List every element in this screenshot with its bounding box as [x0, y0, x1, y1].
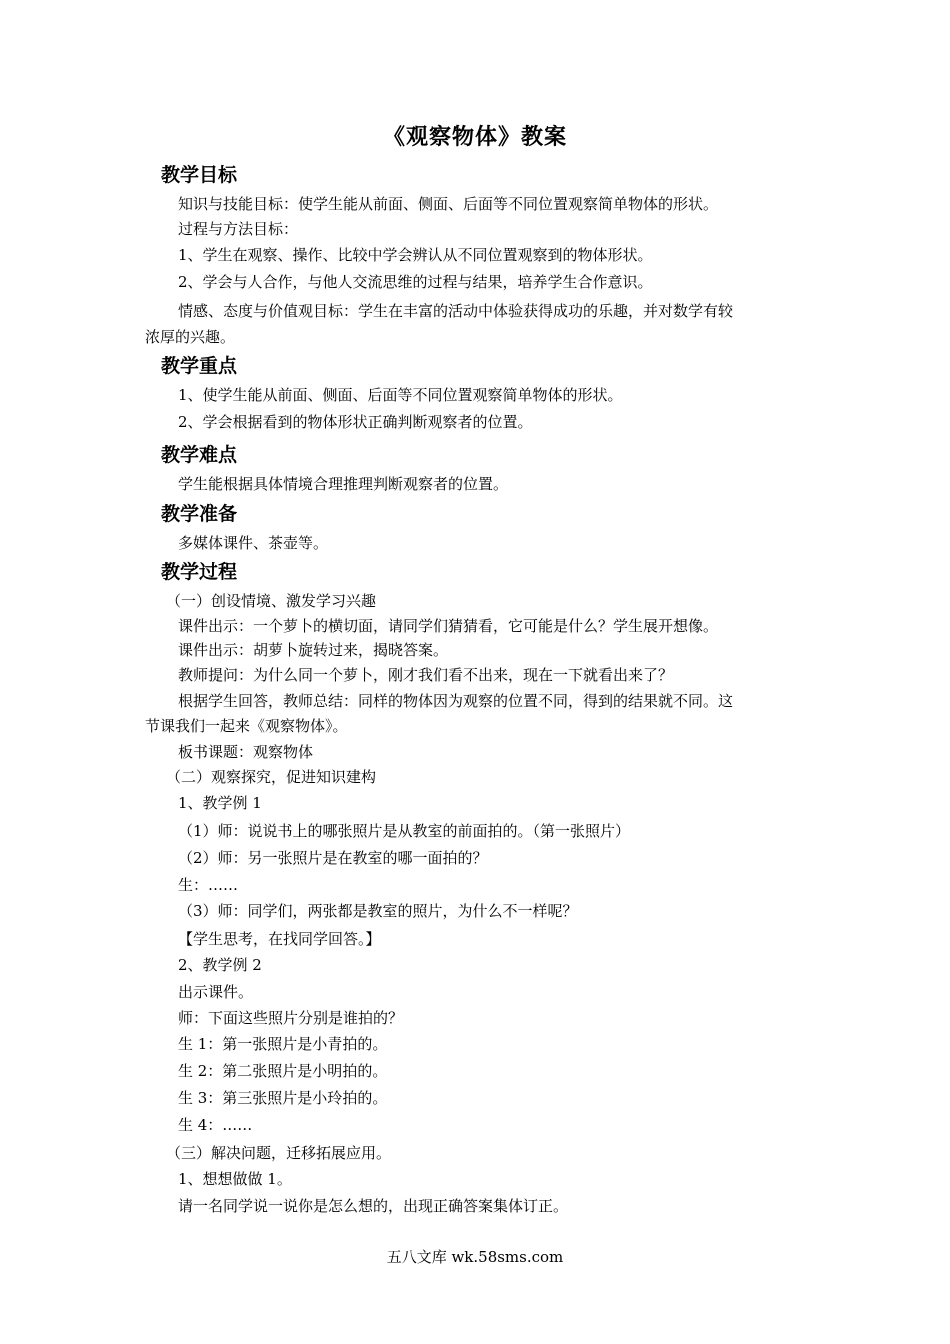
paragraph-line: 师：下面这些照片分别是谁拍的？: [178, 1009, 404, 1027]
paragraph-line: 1、想想做做 1。: [178, 1170, 292, 1188]
paragraph-line: （3）师：同学们，两张都是教室的照片，为什么不一样呢？: [178, 902, 578, 920]
paragraph-line: 过程与方法目标：: [178, 220, 299, 238]
paragraph-line: 1、使学生能从前面、侧面、后面等不同位置观察简单物体的形状。: [178, 386, 623, 404]
paragraph-line: 课件出示：胡萝卜旋转过来，揭晓答案。: [178, 641, 449, 659]
paragraph-line: 2、学会与人合作，与他人交流思维的过程与结果，培养学生合作意识。: [178, 273, 653, 291]
paragraph-line: （二）观察探究，促进知识建构: [166, 768, 377, 786]
paragraph-line: 生 1：第一张照片是小青拍的。: [178, 1035, 388, 1053]
paragraph-line: 知识与技能目标：使学生能从前面、侧面、后面等不同位置观察简单物体的形状。: [178, 195, 719, 213]
paragraph-line: （一）创设情境、激发学习兴趣: [166, 592, 377, 610]
paragraph-line: 教师提问：为什么同一个萝卜，刚才我们看不出来，现在一下就看出来了？: [178, 666, 674, 684]
paragraph-line: 生 4：……: [178, 1116, 253, 1134]
paragraph-line: 根据学生回答，教师总结：同样的物体因为观察的位置不同，得到的结果就不同。这: [178, 692, 734, 710]
paragraph-line: 生：……: [178, 876, 239, 894]
document-title: 《观察物体》教案: [382, 125, 567, 150]
heading-goals: 教学目标: [161, 164, 238, 186]
page-footer: 五八文库 wk.58sms.com: [386, 1248, 564, 1266]
paragraph-line: 节课我们一起来《观察物体》。: [145, 717, 348, 735]
heading-difficulty: 教学难点: [161, 444, 238, 466]
paragraph-line: （2）师：另一张照片是在教室的哪一面拍的？: [178, 849, 488, 867]
paragraph-line: 学生能根据具体情境合理推理判断观察者的位置。: [178, 475, 509, 493]
paragraph-line: 板书课题：观察物体: [178, 743, 314, 761]
paragraph-line: 2、学会根据看到的物体形状正确判断观察者的位置。: [178, 413, 533, 431]
paragraph-line: 生 3：第三张照片是小玲拍的。: [178, 1089, 388, 1107]
paragraph-line: 出示课件。: [178, 983, 254, 1001]
paragraph-line: 情感、态度与价值观目标：学生在丰富的活动中体验获得成功的乐趣，并对数学有较: [178, 302, 734, 320]
paragraph-line: 【学生思考，在找同学回答。】: [178, 930, 381, 948]
paragraph-line: 课件出示：一个萝卜的横切面，请同学们猜猜看，它可能是什么？学生展开想像。: [178, 617, 719, 635]
paragraph-line: 2、教学例 2: [178, 956, 262, 974]
heading-focus: 教学重点: [161, 355, 238, 377]
heading-preparation: 教学准备: [161, 503, 238, 525]
paragraph-line: 1、教学例 1: [178, 794, 262, 812]
paragraph-line: 生 2：第二张照片是小明拍的。: [178, 1062, 388, 1080]
paragraph-line: 1、学生在观察、操作、比较中学会辨认从不同位置观察到的物体形状。: [178, 246, 653, 264]
paragraph-line: （1）师：说说书上的哪张照片是从教室的前面拍的。（第一张照片）: [178, 822, 631, 840]
heading-process: 教学过程: [161, 561, 238, 583]
paragraph-line: （三）解决问题，迁移拓展应用。: [166, 1144, 392, 1162]
paragraph-line: 多媒体课件、茶壶等。: [178, 534, 329, 552]
paragraph-line: 浓厚的兴趣。: [145, 328, 236, 346]
paragraph-line: 请一名同学说一说你是怎么想的，出现正确答案集体订正。: [178, 1197, 569, 1215]
